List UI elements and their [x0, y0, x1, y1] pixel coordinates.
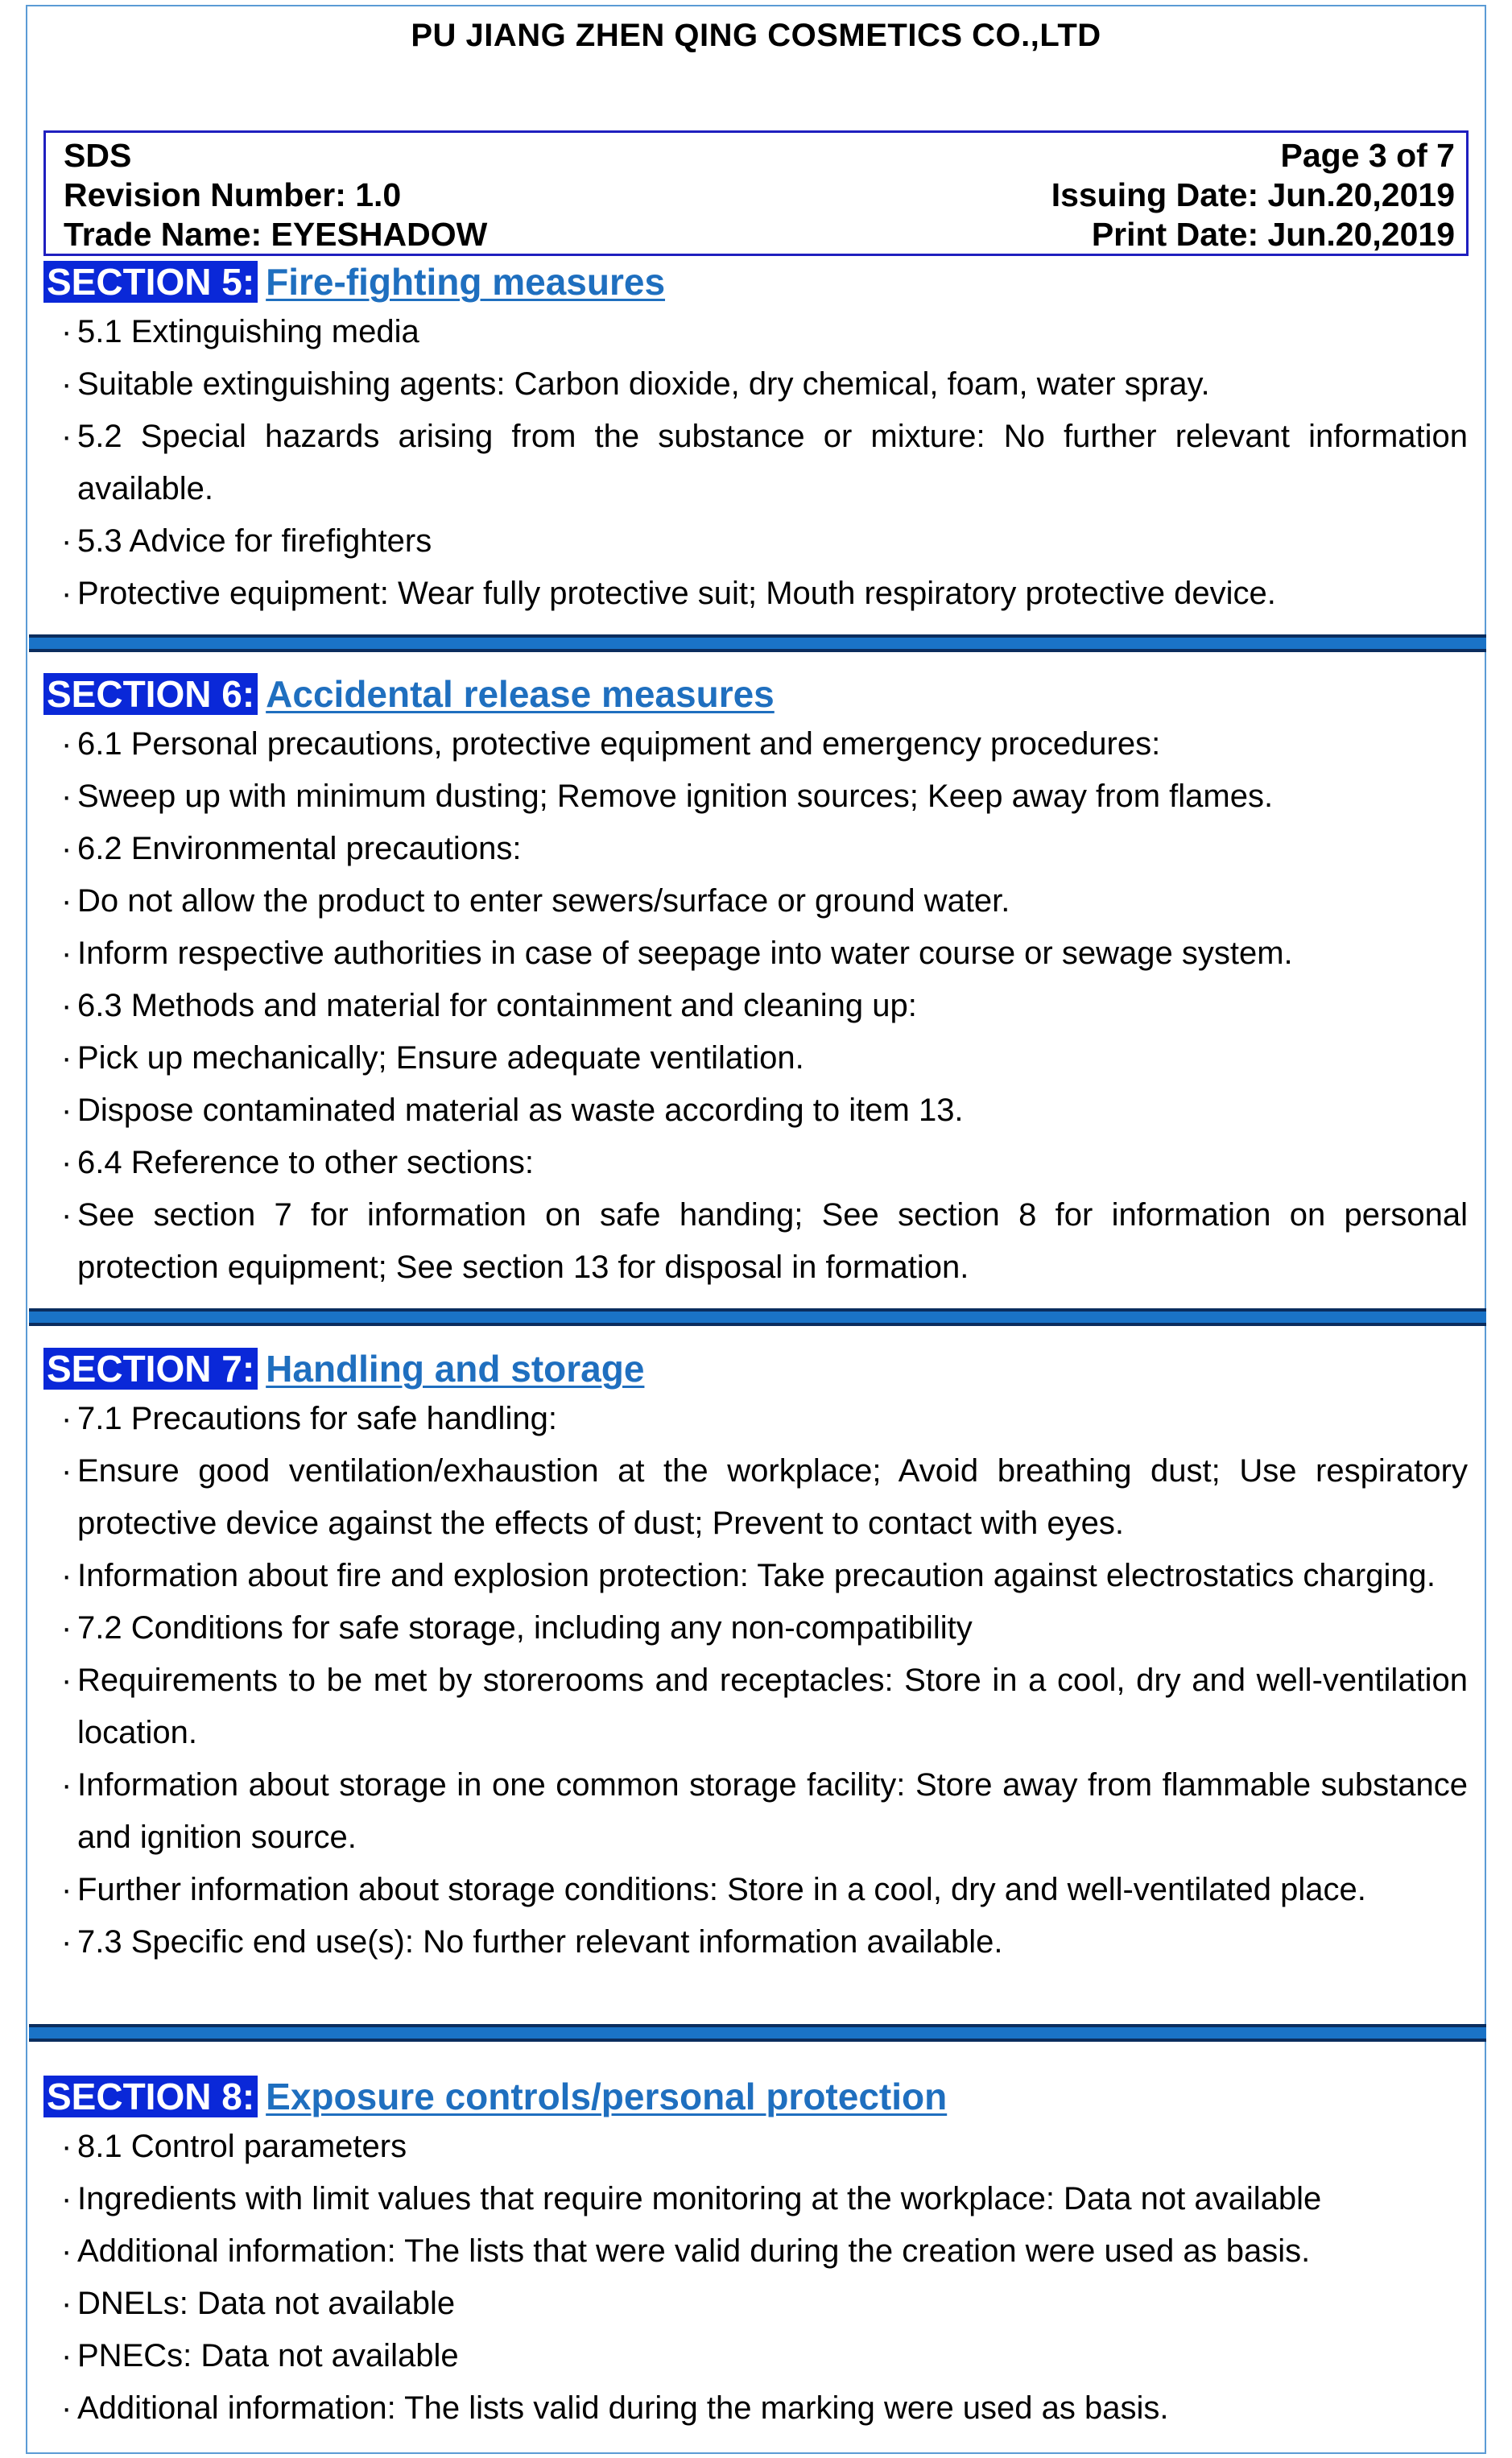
bullet: ·	[61, 314, 72, 349]
list-item: · Sweep up with minimum dusting; Remove ignition sources; Keep away from flames.	[43, 770, 1473, 823]
header-row-3	[64, 215, 1455, 254]
section-5	[43, 258, 1473, 620]
bullet: ·	[61, 2390, 72, 2426]
issuing-date: Issuing Date: Jun.20,2019	[1051, 176, 1455, 213]
section-6	[43, 670, 1473, 1294]
print-date: Print Date: Jun.20,2019	[1091, 216, 1455, 253]
list-item: · 7.2 Conditions for safe storage, including any non-compatibility	[43, 1602, 1473, 1655]
list-item: · 6.4 Reference to other sections:	[43, 1137, 1473, 1189]
bullet: ·	[61, 2233, 72, 2269]
bullet: ·	[61, 1872, 72, 1907]
bullet: ·	[61, 1767, 72, 1803]
bullet: ·	[61, 576, 72, 611]
section-title-link[interactable]: Exposure controls/personal protection	[266, 2076, 948, 2117]
bullet: ·	[61, 779, 72, 814]
list-item: · Ensure good ventilation/exhaustion at the workplace; Avoid breathing dust; Use respiratory protective device against the effects of dust; Prevent to contact with eyes.	[43, 1445, 1473, 1550]
sds-page	[26, 5, 1486, 2454]
bullet: ·	[61, 1663, 72, 1698]
bullet: ·	[61, 883, 72, 919]
bullet: ·	[61, 726, 72, 762]
bullet: ·	[61, 1197, 72, 1233]
revision-number: Revision Number: 1.0	[64, 176, 402, 213]
section-title-link[interactable]: Accidental release measures	[266, 673, 775, 715]
doc-type: SDS	[64, 137, 132, 174]
bullet: ·	[61, 1924, 72, 1960]
bullet: ·	[61, 1401, 72, 1436]
section-heading	[43, 670, 1473, 718]
bullet: ·	[61, 831, 72, 866]
trade-name: Trade Name: EYESHADOW	[64, 216, 488, 253]
section-divider	[29, 634, 1486, 652]
section-label: SECTION 8:	[43, 2076, 258, 2117]
list-item: · Information about fire and explosion protection: Take precaution against electrostatics charging.	[43, 1550, 1473, 1602]
list-item: · Ingredients with limit values that require monitoring at the workplace: Data not available	[43, 2173, 1473, 2225]
list-item: · Inform respective authorities in case of seepage into water course or sewage system.	[43, 927, 1473, 980]
list-item: · PNECs: Data not available	[43, 2330, 1473, 2382]
bullet: ·	[61, 419, 72, 454]
list-item: · 7.1 Precautions for safe handling:	[43, 1393, 1473, 1445]
list-item: · Suitable extinguishing agents: Carbon dioxide, dry chemical, foam, water spray.	[43, 358, 1473, 411]
bullet: ·	[61, 1093, 72, 1128]
list-item: · 6.3 Methods and material for containment and cleaning up:	[43, 980, 1473, 1032]
section-title-link[interactable]: Handling and storage	[266, 1348, 645, 1390]
bullet: ·	[61, 1558, 72, 1593]
list-item: · 5.2 Special hazards arising from the substance or mixture: No further relevant information available.	[43, 411, 1473, 515]
list-item: · See section 7 for information on safe handing; See section 8 for information on personal protection equipment; See section 13 for disposal in formation.	[43, 1189, 1473, 1294]
list-item: · 6.1 Personal precautions, protective equipment and emergency procedures:	[43, 718, 1473, 770]
bullet: ·	[61, 2181, 72, 2216]
section-7	[43, 1345, 1473, 1968]
section-divider	[29, 2024, 1486, 2042]
header-row-1	[64, 136, 1455, 175]
bullet: ·	[61, 2286, 72, 2321]
section-heading	[43, 1345, 1473, 1393]
list-item: · 6.2 Environmental precautions:	[43, 823, 1473, 875]
list-item: · DNELs: Data not available	[43, 2278, 1473, 2330]
list-item: · 5.3 Advice for firefighters	[43, 515, 1473, 568]
section-heading	[43, 2072, 1473, 2121]
section-label: SECTION 6:	[43, 673, 258, 715]
section-heading	[43, 258, 1473, 306]
bullet: ·	[61, 1145, 72, 1180]
list-item: · Do not allow the product to enter sewers/surface or ground water.	[43, 875, 1473, 927]
bullet: ·	[61, 988, 72, 1023]
header-row-2	[64, 176, 1455, 214]
bullet: ·	[61, 1040, 72, 1076]
list-item: · Dispose contaminated material as waste according to item 13.	[43, 1084, 1473, 1137]
bullet: ·	[61, 523, 72, 559]
list-item: · Additional information: The lists valid during the marking were used as basis.	[43, 2382, 1473, 2435]
list-item: · Further information about storage conditions: Store in a cool, dry and well-ventilated place.	[43, 1864, 1473, 1916]
list-item: · Protective equipment: Wear fully protective suit; Mouth respiratory protective device.	[43, 568, 1473, 620]
list-item: · 8.1 Control parameters	[43, 2121, 1473, 2173]
document-header-box	[43, 130, 1469, 256]
section-divider	[29, 1308, 1486, 1326]
bullet: ·	[61, 2338, 72, 2373]
list-item: · Requirements to be met by storerooms and receptacles: Store in a cool, dry and well-ventilation location.	[43, 1655, 1473, 1759]
page-number: Page 3 of 7	[1280, 137, 1455, 174]
list-item: · Additional information: The lists that were valid during the creation were used as basis.	[43, 2225, 1473, 2278]
list-item: · 7.3 Specific end use(s): No further relevant information available.	[43, 1916, 1473, 1968]
section-8	[43, 2072, 1473, 2435]
list-item: · Information about storage in one common storage facility: Store away from flammable substance and ignition source.	[43, 1759, 1473, 1864]
bullet: ·	[61, 1610, 72, 1646]
bullet: ·	[61, 936, 72, 971]
bullet: ·	[61, 1453, 72, 1489]
section-label: SECTION 5:	[43, 261, 258, 303]
list-item: · 5.1 Extinguishing media	[43, 306, 1473, 358]
company-name: PU JIANG ZHEN QING COSMETICS CO.,LTD	[411, 18, 1101, 53]
bullet: ·	[61, 2129, 72, 2164]
section-title-link[interactable]: Fire-fighting measures	[266, 261, 666, 303]
bullet: ·	[61, 366, 72, 402]
list-item: · Pick up mechanically; Ensure adequate ventilation.	[43, 1032, 1473, 1084]
section-label: SECTION 7:	[43, 1348, 258, 1390]
